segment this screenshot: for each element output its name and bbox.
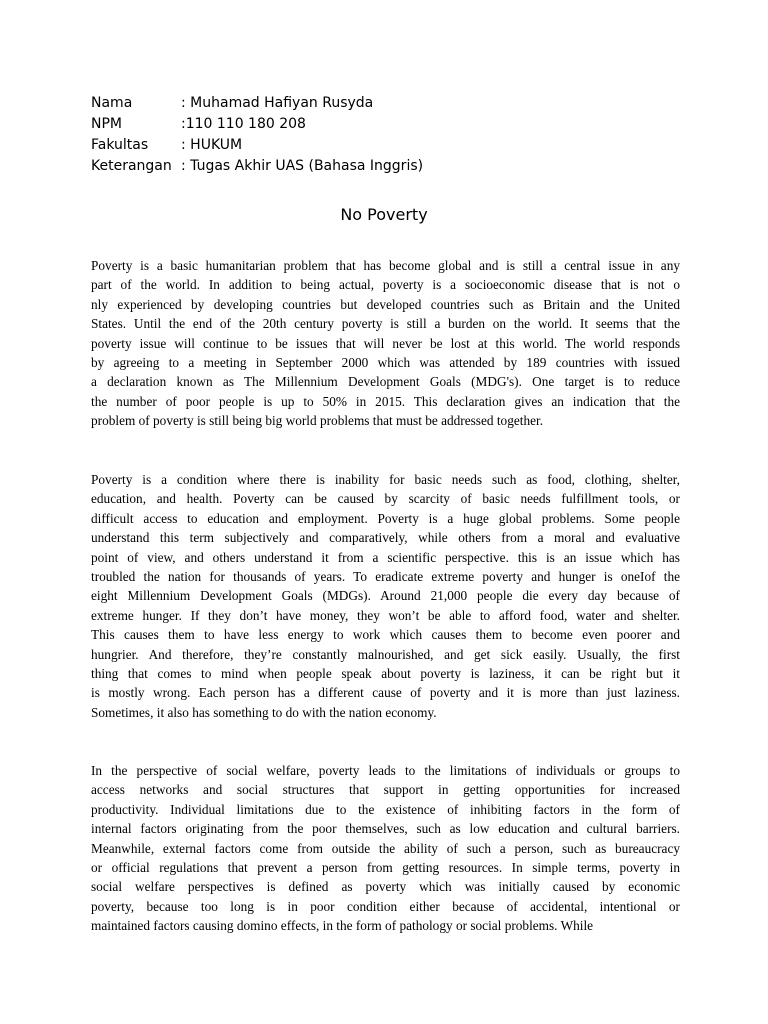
paragraph-line: maintained factors causing domino effects, in the form of pathology or social problems. While <box>91 918 594 934</box>
paragraph-line: understand this term subjectively and comparatively, while others from a moral and evaluative <box>91 530 680 546</box>
paragraph-line: poverty issue will continue to be issues that will never be lost at this world. The world responds <box>91 335 680 351</box>
paragraph-line: a declaration known as The Millennium Development Goals (MDG's). One target is to reduce <box>91 374 680 390</box>
paragraph-line: education, and health. Poverty can be caused by scarcity of basic needs fulfillment tools, or <box>91 491 680 507</box>
paragraph-line: Sometimes, it also has something to do with the nation economy. <box>91 704 437 720</box>
header-label: NPM <box>91 116 122 132</box>
paragraph-line: extreme hunger. If they don’t have money, they won’t be able to afford food, water and shelter. <box>91 607 680 623</box>
header-label: Nama <box>91 95 133 111</box>
document-title: No Poverty <box>340 205 428 224</box>
paragraph-line: social welfare perspectives is defined as poverty which was initially caused by economic <box>91 879 680 895</box>
paragraph-line: part of the world. In addition to being actual, poverty is a socioeconomic disease that is not o <box>91 277 680 293</box>
paragraph-line: Meanwhile, external factors come from outside the ability of such a person, such as bureaucracy <box>91 840 680 856</box>
paragraph-line: poverty, because too long is in poor condition either because of accidental, intentional or <box>91 898 680 914</box>
header-label: Fakultas <box>91 137 149 153</box>
paragraph-line: This causes them to have less energy to work which causes them to become even poorer and <box>91 627 680 643</box>
header-value: : HUKUM <box>181 137 243 153</box>
paragraph-line: point of view, and others understand it from a scientific perspective. this is an issue which has <box>91 549 680 565</box>
paragraph-line: eight Millennium Development Goals (MDGs). Around 21,000 people die every day because of <box>91 588 680 604</box>
paragraph-line: In the perspective of social welfare, poverty leads to the limitations of individuals or groups to <box>91 763 680 778</box>
header-value: :110 110 180 208 <box>181 116 306 132</box>
paragraph-line: or official regulations that prevent a person from getting resources. In simple terms, poverty in <box>91 860 680 876</box>
paragraph-line: problem of poverty is still being big world problems that must be addressed together. <box>91 413 544 429</box>
paragraph-line: hungrier. And therefore, they’re constantly malnourished, and get sick easily. Usually, the first <box>91 646 680 662</box>
header-value: : Tugas Akhir UAS (Bahasa Inggris) <box>181 158 424 174</box>
header-row-keterangan <box>91 156 423 177</box>
paragraph-line: the number of poor people is up to 50% in 2015. This declaration gives an indication that the <box>91 393 680 409</box>
paragraph-line: difficult access to education and employment. Poverty is a huge global problems. Some people <box>91 510 680 526</box>
paragraph-line: internal factors originating from the poor themselves, such as low education and cultural barriers. <box>91 821 680 837</box>
header-value: : Muhamad Hafiyan Rusyda <box>181 95 374 111</box>
paragraph-3 <box>91 761 680 936</box>
paragraph-1 <box>91 256 680 431</box>
header-row-nama <box>91 93 423 114</box>
paragraph-line: access networks and social structures that support in getting opportunities for increased <box>91 782 680 798</box>
paragraph-line: nly experienced by developing countries but developed countries such as Britain and the United <box>91 296 680 312</box>
paragraph-line: troubled the nation for thousands of years. To eradicate extreme poverty and hunger is oneIof the <box>91 569 680 585</box>
student-info-header <box>91 93 423 177</box>
header-label: Keterangan <box>91 158 172 174</box>
paragraph-line: Poverty is a basic humanitarian problem that has become global and is still a central issue in any <box>91 258 680 273</box>
paragraph-line: thing that comes to mind when people speak about poverty is laziness, it can be right but it <box>91 666 680 682</box>
header-row-fakultas <box>91 135 423 156</box>
paragraph-2 <box>91 470 680 722</box>
paragraph-line: States. Until the end of the 20th century poverty is still a burden on the world. It seems that the <box>91 316 680 332</box>
paragraph-line: Poverty is a condition where there is inability for basic needs such as food, clothing, shelter, <box>91 472 680 487</box>
paragraph-line: is mostly wrong. Each person has a different cause of poverty and it is more than just laziness. <box>91 685 680 701</box>
paragraph-line: productivity. Individual limitations due to the existence of inhibiting factors in the form of <box>91 801 680 817</box>
paragraph-line: by agreeing to a meeting in September 2000 which was attended by 189 countries with issued <box>91 355 680 371</box>
header-row-npm <box>91 114 423 135</box>
